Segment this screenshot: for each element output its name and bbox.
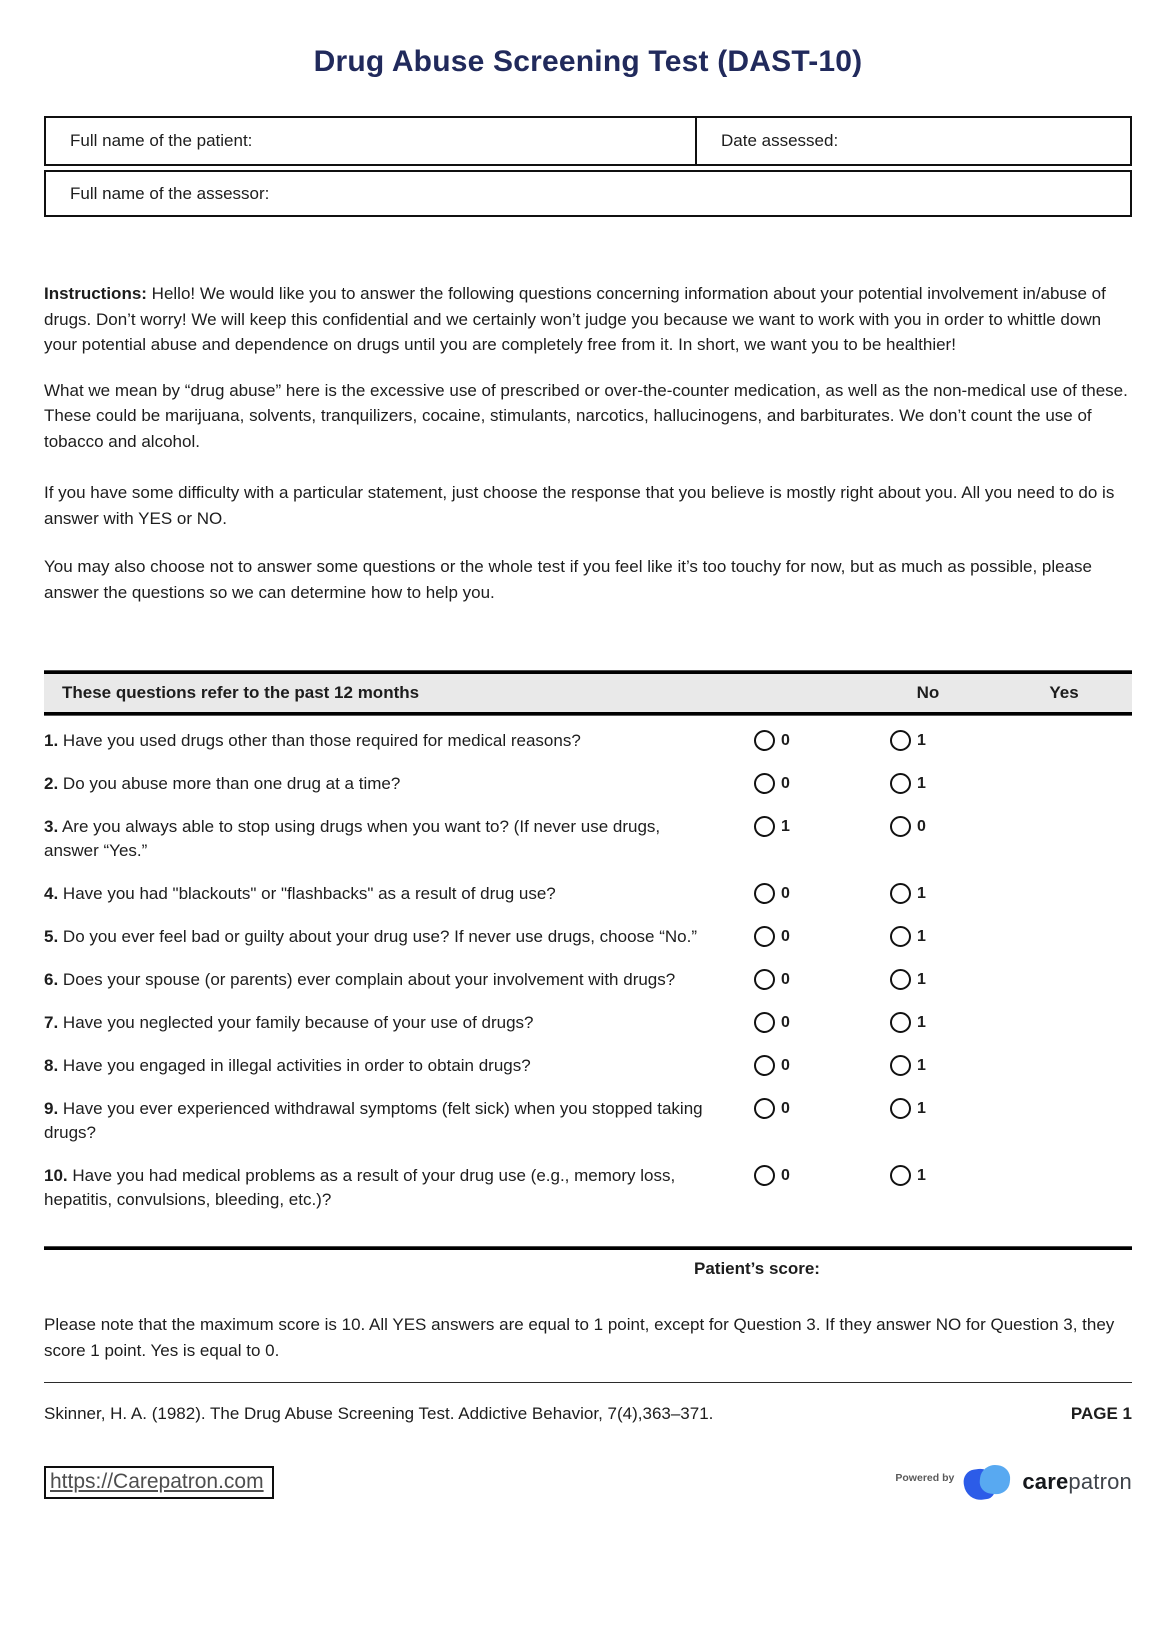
footer-divider bbox=[44, 1382, 1132, 1383]
no-value-label: 0 bbox=[781, 885, 790, 902]
no-option bbox=[704, 1054, 840, 1078]
question-row-6 bbox=[44, 968, 1132, 992]
no-option bbox=[704, 1011, 840, 1035]
yes-option bbox=[840, 925, 976, 949]
question-text bbox=[44, 1164, 704, 1212]
no-value-label: 1 bbox=[781, 818, 790, 835]
question-number: 1. bbox=[44, 731, 59, 750]
no-value-label: 0 bbox=[781, 732, 790, 749]
carepatron-logo-icon bbox=[964, 1462, 1014, 1502]
page-title: Drug Abuse Screening Test (DAST-10) bbox=[313, 45, 863, 78]
radio-yes[interactable] bbox=[890, 926, 911, 947]
yes-option bbox=[840, 772, 976, 796]
yes-value-label: 0 bbox=[917, 818, 926, 835]
radio-no[interactable] bbox=[754, 1098, 775, 1119]
question-number: 3. bbox=[44, 817, 59, 836]
radio-no[interactable] bbox=[754, 883, 775, 904]
radio-yes[interactable] bbox=[890, 773, 911, 794]
question-number: 4. bbox=[44, 884, 59, 903]
question-body: Do you abuse more than one drug at a time? bbox=[58, 774, 401, 793]
question-text bbox=[44, 968, 704, 992]
question-number: 9. bbox=[44, 1099, 59, 1118]
yes-option bbox=[840, 729, 976, 753]
question-text bbox=[44, 772, 704, 796]
question-text bbox=[44, 1097, 704, 1145]
yes-value-label: 1 bbox=[917, 1167, 926, 1184]
no-option bbox=[704, 925, 840, 949]
logo-blob-light bbox=[979, 1464, 1012, 1496]
question-row-2 bbox=[44, 772, 1132, 796]
radio-yes[interactable] bbox=[890, 969, 911, 990]
patient-score-field[interactable] bbox=[44, 1257, 1132, 1281]
radio-no[interactable] bbox=[754, 926, 775, 947]
question-number: 6. bbox=[44, 970, 59, 989]
instructions-text: Hello! We would like you to answer the following questions concerning information about your potential involvement in/abuse of drugs. Don’t worry! We will keep this confidential and we certainly won’t judge you because we want to work with you in order to whittle down your potential abuse and dependence on drugs until you are completely free from it. In short, we want you to be healthier! bbox=[44, 284, 1106, 354]
no-value-label: 0 bbox=[781, 971, 790, 988]
carepatron-wordmark bbox=[1022, 1469, 1132, 1495]
instructions-label: Instructions: bbox=[44, 284, 147, 303]
instructions-paragraph bbox=[44, 281, 1132, 358]
questions-list bbox=[44, 716, 1132, 1246]
no-option bbox=[704, 729, 840, 753]
question-row-5 bbox=[44, 925, 1132, 949]
powered-by-label: Powered by bbox=[895, 1472, 955, 1484]
no-option bbox=[704, 1164, 840, 1188]
question-number: 8. bbox=[44, 1056, 59, 1075]
radio-no[interactable] bbox=[754, 816, 775, 837]
website-link-box bbox=[44, 1466, 274, 1499]
choose-not-answer-paragraph: You may also choose not to answer some questions or the whole test if you feel like it’s too touchy for now, but as much as possible, please answer the questions so we can determine how to help you. bbox=[44, 557, 1092, 602]
questions-header-label: These questions refer to the past 12 months bbox=[62, 683, 420, 702]
no-option bbox=[704, 772, 840, 796]
radio-yes[interactable] bbox=[890, 730, 911, 751]
yes-option bbox=[840, 1164, 976, 1188]
yes-value-label: 1 bbox=[917, 971, 926, 988]
question-row-9 bbox=[44, 1097, 1132, 1145]
yes-option bbox=[840, 968, 976, 992]
yes-option bbox=[840, 1011, 976, 1035]
radio-no[interactable] bbox=[754, 1012, 775, 1033]
no-value-label: 0 bbox=[781, 1014, 790, 1031]
questions-table-header bbox=[44, 674, 1132, 712]
no-value-label: 0 bbox=[781, 1057, 790, 1074]
wordmark-patron: patron bbox=[1068, 1469, 1132, 1494]
no-value-label: 0 bbox=[781, 775, 790, 792]
date-assessed-field[interactable] bbox=[696, 116, 1132, 166]
question-text bbox=[44, 882, 704, 906]
yes-option bbox=[840, 815, 976, 839]
yes-value-label: 1 bbox=[917, 1057, 926, 1074]
yes-value-label: 1 bbox=[917, 1014, 926, 1031]
table-bottom-rule bbox=[44, 1246, 1132, 1250]
radio-no[interactable] bbox=[754, 773, 775, 794]
page-number: PAGE 1 bbox=[1070, 1404, 1132, 1423]
question-body: Are you always able to stop using drugs when you want to? (If never use drugs, answer “Yes.” bbox=[44, 817, 661, 860]
question-row-1 bbox=[44, 729, 1132, 753]
radio-no[interactable] bbox=[754, 730, 775, 751]
no-option bbox=[704, 882, 840, 906]
radio-yes[interactable] bbox=[890, 1098, 911, 1119]
no-value-label: 0 bbox=[781, 1100, 790, 1117]
difficulty-paragraph: If you have some difficulty with a particular statement, just choose the response that you believe is mostly right about you. All you need to do is answer with YES or NO. bbox=[44, 483, 1115, 528]
question-number: 5. bbox=[44, 927, 59, 946]
question-body: Have you engaged in illegal activities in order to obtain drugs? bbox=[58, 1056, 531, 1075]
radio-yes[interactable] bbox=[890, 1165, 911, 1186]
radio-no[interactable] bbox=[754, 1165, 775, 1186]
no-value-label: 0 bbox=[781, 928, 790, 945]
citation-text: Skinner, H. A. (1982). The Drug Abuse Screening Test. Addictive Behavior, 7(4),363–371. bbox=[44, 1404, 714, 1423]
assessor-name-field[interactable] bbox=[44, 170, 1132, 217]
footer-bottom-row bbox=[44, 1462, 1132, 1502]
radio-yes[interactable] bbox=[890, 816, 911, 837]
question-body: Does your spouse (or parents) ever complain about your involvement with drugs? bbox=[58, 970, 676, 989]
drug-abuse-definition-paragraph: What we mean by “drug abuse” here is the excessive use of prescribed or over-the-counter medication, as well as the non-medical use of these. These could be marijuana, solvents, tranquilizers, cocaine, stimulants, narcotics, hallucinogens, and barbiturates. We don’t count the use of tobacco and alcohol. bbox=[44, 380, 1128, 451]
citation-row bbox=[44, 1402, 1132, 1426]
carepatron-brand bbox=[895, 1462, 1132, 1502]
yes-value-label: 1 bbox=[917, 775, 926, 792]
question-number: 10. bbox=[44, 1166, 68, 1185]
patient-name-label: Full name of the patient: bbox=[70, 131, 253, 150]
patient-info-table bbox=[44, 116, 1132, 217]
questions-table bbox=[44, 670, 1132, 1250]
radio-yes[interactable] bbox=[890, 1012, 911, 1033]
no-value-label: 0 bbox=[781, 1167, 790, 1184]
question-body: Have you neglected your family because of your use of drugs? bbox=[58, 1013, 534, 1032]
question-text bbox=[44, 815, 704, 863]
patient-info-row bbox=[44, 116, 1132, 166]
question-body: Have you had "blackouts" or "flashbacks" as a result of drug use? bbox=[58, 884, 556, 903]
question-text bbox=[44, 1011, 704, 1035]
question-text bbox=[44, 1054, 704, 1078]
wordmark-care: care bbox=[1022, 1469, 1069, 1494]
question-number: 2. bbox=[44, 774, 59, 793]
question-number: 7. bbox=[44, 1013, 59, 1032]
question-body: Do you ever feel bad or guilty about your drug use? If never use drugs, choose “No.” bbox=[58, 927, 697, 946]
radio-yes[interactable] bbox=[890, 883, 911, 904]
date-assessed-label: Date assessed: bbox=[721, 131, 839, 150]
yes-option bbox=[840, 882, 976, 906]
question-body: Have you used drugs other than those required for medical reasons? bbox=[58, 731, 581, 750]
question-row-10 bbox=[44, 1164, 1132, 1212]
yes-value-label: 1 bbox=[917, 928, 926, 945]
question-text bbox=[44, 729, 704, 753]
radio-yes[interactable] bbox=[890, 1055, 911, 1076]
question-text bbox=[44, 925, 704, 949]
yes-option bbox=[840, 1097, 976, 1121]
no-column-header: No bbox=[916, 683, 940, 702]
patient-score-label: Patient’s score: bbox=[694, 1259, 820, 1278]
question-body: Have you had medical problems as a result of your drug use (e.g., memory loss, hepatitis, convulsions, bleeding, etc.)? bbox=[44, 1166, 676, 1209]
question-row-7 bbox=[44, 1011, 1132, 1035]
question-row-4 bbox=[44, 882, 1132, 906]
question-body: Have you ever experienced withdrawal symptoms (felt sick) when you stopped taking drugs? bbox=[44, 1099, 703, 1142]
no-option bbox=[704, 815, 840, 839]
radio-no[interactable] bbox=[754, 969, 775, 990]
patient-name-field[interactable] bbox=[44, 116, 696, 166]
question-row-8 bbox=[44, 1054, 1132, 1078]
website-link[interactable]: https://Carepatron.com bbox=[50, 1469, 264, 1493]
yes-value-label: 1 bbox=[917, 1100, 926, 1117]
no-option bbox=[704, 1097, 840, 1121]
yes-option bbox=[840, 1054, 976, 1078]
yes-value-label: 1 bbox=[917, 885, 926, 902]
radio-no[interactable] bbox=[754, 1055, 775, 1076]
scoring-note: Please note that the maximum score is 10. All YES answers are equal to 1 point, except for Question 3. If they answer NO for Question 3, they score 1 point. Yes is equal to 0. bbox=[44, 1315, 1115, 1360]
no-option bbox=[704, 968, 840, 992]
question-row-3 bbox=[44, 815, 1132, 863]
yes-value-label: 1 bbox=[917, 732, 926, 749]
yes-column-header: Yes bbox=[1049, 683, 1079, 702]
assessor-name-label: Full name of the assessor: bbox=[70, 183, 270, 203]
